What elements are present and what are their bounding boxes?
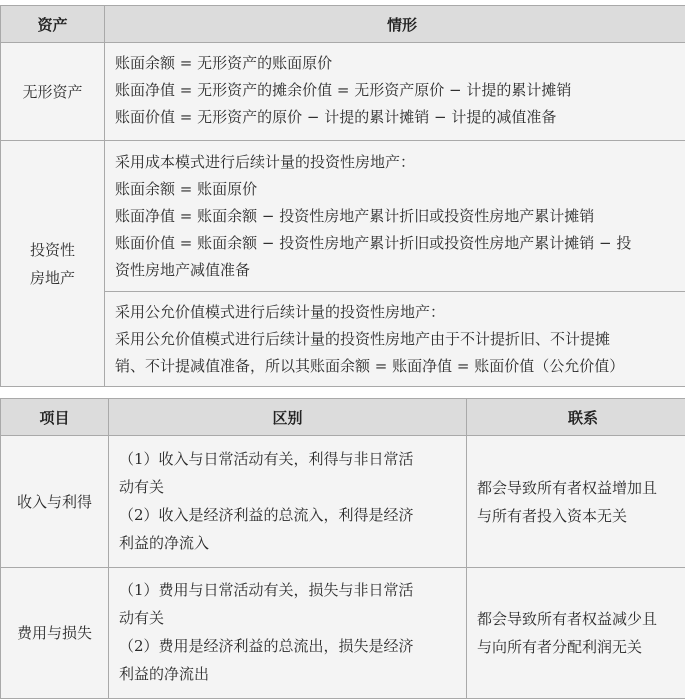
row-label-revenue-gains: 收入与利得 [1,436,109,568]
row-label-intangible-assets: 无形资产 [1,43,105,141]
header-asset: 资产 [1,6,105,43]
header-relation: 联系 [467,399,685,436]
text-line: 与向所有者分配利润无关 [477,633,685,661]
label-line: 房地产 [1,264,104,292]
label-line: 投资性 [1,236,104,264]
text-line: 账面价值 = 账面余额 − 投资性房地产累计折旧或投资性房地产累计摊销 − 投 [115,230,685,257]
header-difference: 区别 [109,399,467,436]
text-line: 利益的净流出 [119,660,466,688]
text-line: 都会导致所有者权益减少且 [477,605,685,633]
fair-value-model-cell [105,292,685,387]
text-line: 采用公允价值模式进行后续计量的投资性房地产： [115,299,685,326]
asset-book-value-table [0,5,685,387]
income-expense-comparison-table [0,398,685,699]
text-line: （1）费用与日常活动有关，损失与非日常活 [119,576,466,604]
revenue-gains-relation [467,436,685,568]
text-line: 都会导致所有者权益增加且 [477,474,685,502]
header-situation: 情形 [105,6,685,43]
row-label-expenses-losses: 费用与损失 [1,568,109,699]
text-line: 动有关 [119,604,466,632]
text-line: 账面价值 = 无形资产的原价 − 计提的累计摊销 − 计提的减值准备 [115,104,685,131]
text-line: 账面净值 = 无形资产的摊余价值 = 无形资产原价 − 计提的累计摊销 [115,77,685,104]
text-line: （2）收入是经济利益的总流入，利得是经济 [119,501,466,529]
text-line: 动有关 [119,473,466,501]
text-line: （2）费用是经济利益的总流出，损失是经济 [119,632,466,660]
cost-model-cell [105,141,685,292]
text-line: （1）收入与日常活动有关，利得与非日常活 [119,445,466,473]
expenses-losses-relation [467,568,685,699]
text-line: 账面余额 = 无形资产的账面原价 [115,50,685,77]
text-line: 账面净值 = 账面余额 − 投资性房地产累计折旧或投资性房地产累计摊销 [115,203,685,230]
text-line: 账面余额 = 账面原价 [115,176,685,203]
expenses-losses-difference [109,568,467,699]
text-line: 与所有者投入资本无关 [477,502,685,530]
revenue-gains-difference [109,436,467,568]
intangible-assets-cell [105,43,685,141]
text-line: 采用成本模式进行后续计量的投资性房地产： [115,149,685,176]
text-line: 利益的净流入 [119,529,466,557]
text-line: 资性房地产减值准备 [115,257,685,284]
text-line: 销、不计提减值准备，所以其账面余额 = 账面净值 = 账面价值（公允价值） [115,353,685,380]
text-line: 采用公允价值模式进行后续计量的投资性房地产由于不计提折旧、不计提摊 [115,326,685,353]
row-label-investment-property [1,141,105,387]
header-item: 项目 [1,399,109,436]
